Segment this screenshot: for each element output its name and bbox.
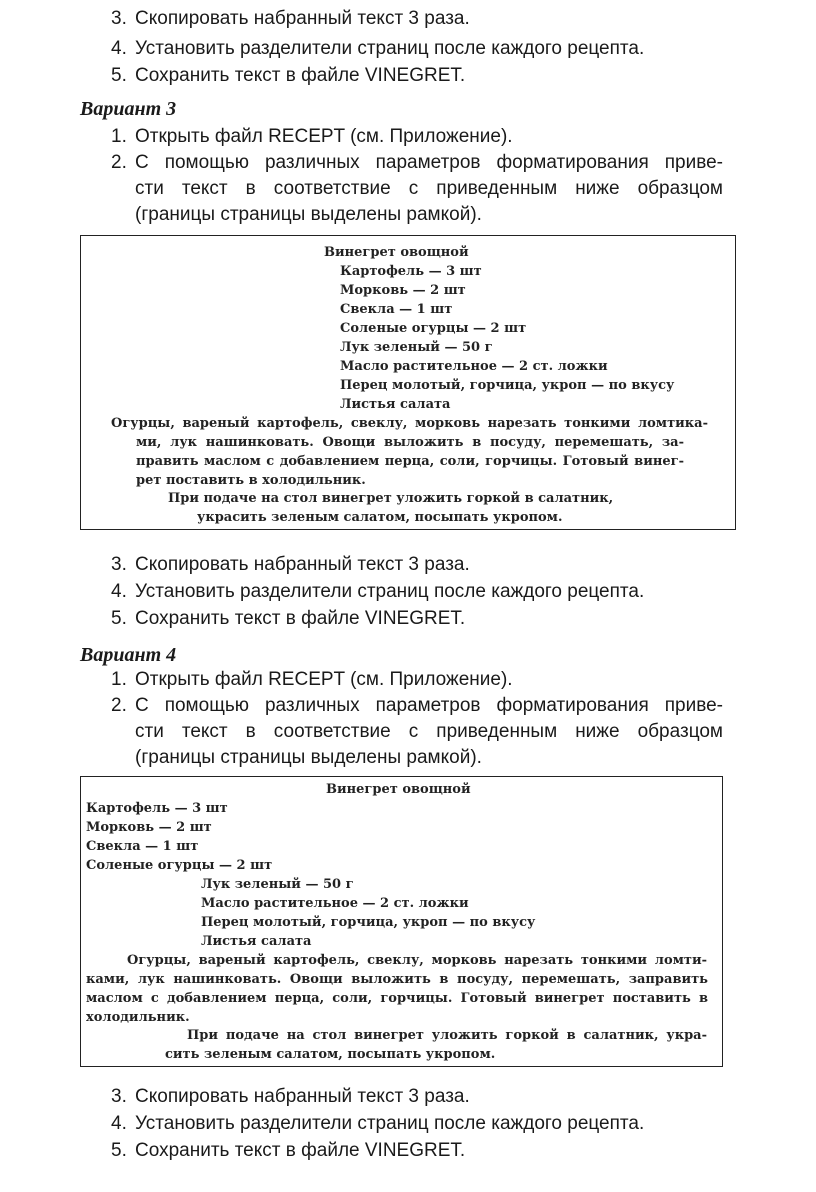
method-line: Огурцы, вареный картофель, свеклу, морковь нарезать тонкими ломти- xyxy=(127,953,707,968)
step-number: 1. xyxy=(111,126,127,147)
serving-line: украсить зеленым салатом, посыпать укропом. xyxy=(197,510,563,525)
serving-line: При подаче на стол винегрет уложить горкой в салатник, укра- xyxy=(187,1028,707,1043)
ingredient-line: Свекла — 1 шт xyxy=(340,302,453,317)
variant-4-title: Вариант 4 xyxy=(80,644,177,666)
method-line: рет поставить в холодильник. xyxy=(136,473,366,488)
variant-3-step-1 xyxy=(111,124,513,150)
recipe-title: Винегрет овощной xyxy=(324,245,469,260)
method-line: править маслом с добавлением перца, соли, горчицы. Готовый винег- xyxy=(136,454,684,469)
top-step-5 xyxy=(111,63,465,89)
step-text: Установить разделители страниц после каждого рецепта. xyxy=(135,38,645,59)
top-step-4 xyxy=(111,36,644,62)
step-text-line: (границы страницы выделены рамкой). xyxy=(135,204,482,225)
step-number: 5. xyxy=(111,65,127,86)
ingredient-line: Свекла — 1 шт xyxy=(86,839,199,854)
step-number: 3. xyxy=(111,8,127,29)
step-number: 4. xyxy=(111,1113,127,1134)
step-text: Сохранить текст в файле VINEGRET. xyxy=(135,608,466,629)
step-text: Установить разделители страниц после каждого рецепта. xyxy=(135,581,645,602)
variant-4-sample-box xyxy=(80,776,723,1067)
ingredient-line: Картофель — 3 шт xyxy=(340,264,482,279)
step-number: 2. xyxy=(111,695,127,716)
variant-4-step-4 xyxy=(111,1111,644,1137)
ingredient-line: Перец молотый, горчица, укроп — по вкусу xyxy=(201,915,536,930)
step-text: Скопировать набранный текст 3 раза. xyxy=(135,8,470,29)
step-number: 3. xyxy=(111,554,127,575)
ingredient-line: Соленые огурцы — 2 шт xyxy=(340,321,527,336)
variant-3-title: Вариант 3 xyxy=(80,98,177,120)
variant-4-step-2 xyxy=(111,693,723,771)
ingredient-line: Лук зеленый — 50 г xyxy=(340,340,493,355)
step-text-line: сти текст в соответствие с приведенным ниже образцом xyxy=(135,178,723,199)
step-text-line: С помощью различных параметров форматирования приве- xyxy=(135,152,723,173)
ingredient-line: Картофель — 3 шт xyxy=(86,801,228,816)
ingredient-line: Масло растительное — 2 ст. ложки xyxy=(201,896,469,911)
method-line: Огурцы, вареный картофель, свеклу, морковь нарезать тонкими ломтика- xyxy=(111,416,708,431)
variant-3-step-5 xyxy=(111,606,465,632)
ingredient-line: Масло растительное — 2 ст. ложки xyxy=(340,359,608,374)
recipe-title: Винегрет овощной xyxy=(326,782,471,797)
ingredient-line: Соленые огурцы — 2 шт xyxy=(86,858,273,873)
top-step-3 xyxy=(111,6,470,32)
method-line: холодильник. xyxy=(86,1010,190,1025)
serving-line: сить зеленым салатом, посыпать укропом. xyxy=(165,1047,496,1062)
step-text: Установить разделители страниц после каждого рецепта. xyxy=(135,1113,645,1134)
step-text: Сохранить текст в файле VINEGRET. xyxy=(135,1140,466,1161)
variant-3-step-2 xyxy=(111,150,723,228)
ingredient-line: Листья салата xyxy=(201,934,312,949)
step-number: 2. xyxy=(111,152,127,173)
step-number: 1. xyxy=(111,669,127,690)
variant-3-sample-box xyxy=(80,235,736,530)
step-text: Сохранить текст в файле VINEGRET. xyxy=(135,65,466,86)
variant-3-step-3 xyxy=(111,552,470,578)
step-text-line: сти текст в соответствие с приведенным ниже образцом xyxy=(135,721,723,742)
step-number: 4. xyxy=(111,581,127,602)
ingredient-line: Морковь — 2 шт xyxy=(86,820,212,835)
serving-line: При подаче на стол винегрет уложить горкой в салатник, xyxy=(168,491,614,506)
step-text: Открыть файл RECEPT (см. Приложение). xyxy=(135,669,513,690)
method-line: ми, лук нашинковать. Овощи выложить в посуду, перемешать, за- xyxy=(136,435,684,450)
variant-4-step-3 xyxy=(111,1084,470,1110)
step-number: 3. xyxy=(111,1086,127,1107)
step-number: 5. xyxy=(111,1140,127,1161)
ingredient-line: Листья салата xyxy=(340,397,451,412)
step-text: Открыть файл RECEPT (см. Приложение). xyxy=(135,126,513,147)
step-text: Скопировать набранный текст 3 раза. xyxy=(135,554,470,575)
step-text-line: С помощью различных параметров форматирования приве- xyxy=(135,695,723,716)
ingredient-line: Перец молотый, горчица, укроп — по вкусу xyxy=(340,378,675,393)
variant-4-step-5 xyxy=(111,1138,465,1164)
step-text: Скопировать набранный текст 3 раза. xyxy=(135,1086,470,1107)
method-line: ками, лук нашинковать. Овощи выложить в посуду, перемешать, заправить xyxy=(86,972,708,987)
ingredient-line: Морковь — 2 шт xyxy=(340,283,466,298)
variant-4-step-1 xyxy=(111,667,513,693)
step-number: 4. xyxy=(111,38,127,59)
ingredient-line: Лук зеленый — 50 г xyxy=(201,877,354,892)
variant-3-step-4 xyxy=(111,579,644,605)
method-line: маслом с добавлением перца, соли, горчицы. Готовый винегрет поставить в xyxy=(86,991,708,1006)
step-text-line: (границы страницы выделены рамкой). xyxy=(135,747,482,768)
step-number: 5. xyxy=(111,608,127,629)
